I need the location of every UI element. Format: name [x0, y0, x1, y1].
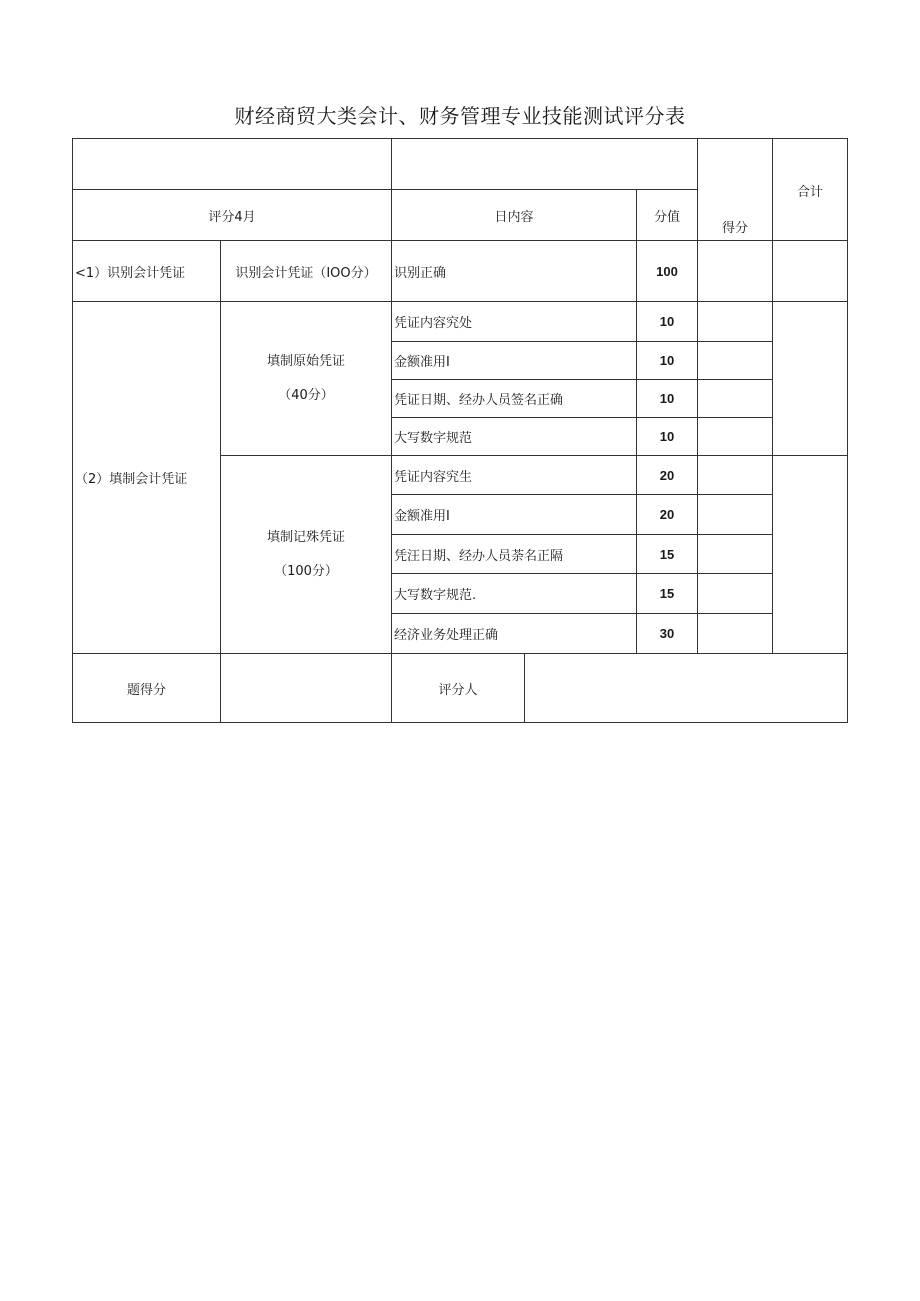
group-a-row-2-points: 10 [636, 341, 698, 380]
group-b-label-cell [220, 455, 392, 654]
group-b-row-3-score [697, 534, 773, 574]
group-b-row-1-score [697, 455, 773, 495]
group-a-row-3-criterion: 凭证日期、经办人员签名正确 [391, 379, 637, 418]
header-score-cell [697, 138, 773, 241]
group-a-row-1-points: 10 [636, 301, 698, 342]
header-blank-mid [391, 138, 698, 190]
group-a-row-4-points: 10 [636, 417, 698, 456]
group-b-row-4-points: 15 [636, 573, 698, 614]
group-b-row-1-points: 20 [636, 455, 698, 495]
group-b-row-5-score [697, 613, 773, 654]
group-b-label: 填制记殊凭证 [266, 529, 345, 545]
group-a-label-cell [220, 301, 392, 456]
group-b-row-4-score [697, 573, 773, 614]
group-b-row-2-points: 20 [636, 494, 698, 535]
section1-criterion: 识别正确 [391, 240, 637, 302]
group-b-row-2-score [697, 494, 773, 535]
group-b-row-3-criterion: 凭汪日期、经办人员荼名正隔 [391, 534, 637, 574]
group-a-row-2-score [697, 341, 773, 380]
section1-score [697, 240, 773, 302]
section1-item: 识别会计凭证（IOO分） [220, 240, 392, 302]
group-b-row-2-criterion: 金额准用I [391, 494, 637, 535]
footer-grader-value [524, 653, 848, 723]
header-scoring: 评分4月 [72, 189, 392, 241]
group-b-row-5-points: 30 [636, 613, 698, 654]
header-score: 得分 [721, 221, 748, 236]
group-a-row-4-score [697, 417, 773, 456]
group-b-row-3-points: 15 [636, 534, 698, 574]
header-points: 分值 [636, 189, 698, 241]
section1-total [772, 240, 848, 302]
group-b-row-1-criterion: 凭证内容究生 [391, 455, 637, 495]
footer-total-value [220, 653, 392, 723]
group-a-row-2-criterion: 金额准用I [391, 341, 637, 380]
group-a-row-4-criterion: 大写数字规范 [391, 417, 637, 456]
group-a-row-1-criterion: 凭证内容究处 [391, 301, 637, 342]
header-total-cell [772, 138, 848, 241]
group-b-points-label: （100分） [274, 563, 338, 579]
footer-grader-label: 评分人 [391, 653, 525, 723]
group-a-row-3-points: 10 [636, 379, 698, 418]
section1-points: 100 [636, 240, 698, 302]
group-a-total [772, 301, 848, 456]
section1-category: <1）识别会计凭证 [72, 240, 221, 302]
header-total: 合计 [796, 185, 823, 200]
group-a-label: 填制原始凭证 [266, 353, 345, 369]
header-blank-left [72, 138, 392, 190]
footer-total-label: 题得分 [72, 653, 221, 723]
group-b-row-4-criterion: 大写数字规范. [391, 573, 637, 614]
group-b-row-5-criterion: 经济业务处理正确 [391, 613, 637, 654]
section2-category: （2）填制会计凭证 [72, 301, 221, 654]
header-content: 日内容 [391, 189, 637, 241]
group-a-points-label: （40分） [278, 387, 334, 403]
group-a-row-3-score [697, 379, 773, 418]
group-a-row-1-score [697, 301, 773, 342]
group-b-total [772, 455, 848, 654]
page-title: 财经商贸大类会计、财务管理专业技能测试评分表 [234, 104, 686, 128]
